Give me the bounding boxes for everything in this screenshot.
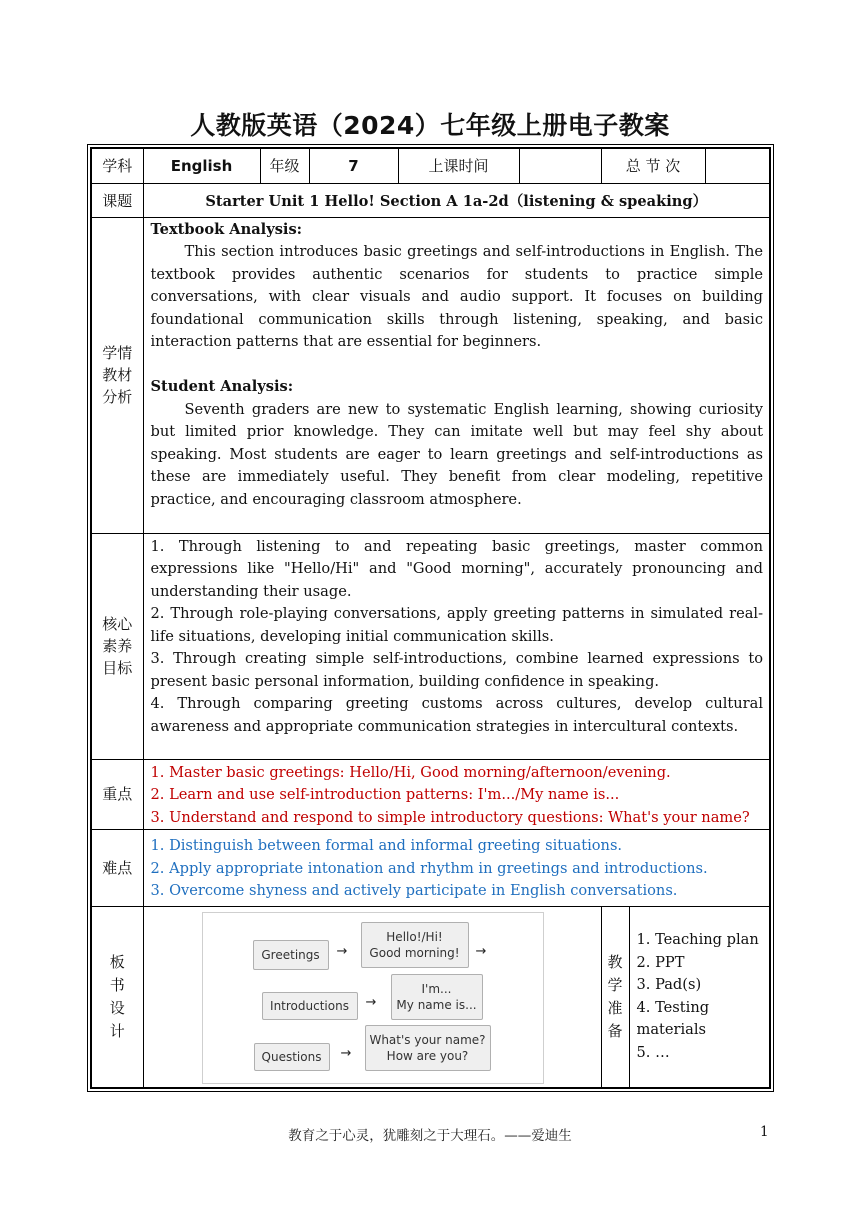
student-analysis-text: Seventh graders are new to systematic English learning, showing curiosity but limited prior knowledge. They can imitate well but may feel shy about speaking. Most students are eager to learn greetings and self-introductions as these are immediately useful. They benefit from clear modeling, repetitive practice, and encouraging classroom atmosphere. <box>150 400 764 508</box>
analysis-label-line: 教材 <box>102 366 133 384</box>
goals-label <box>91 533 143 759</box>
board-design-cell <box>143 907 601 1089</box>
key-points-row <box>91 759 770 830</box>
prep-label-line: 学 <box>607 976 623 994</box>
textbook-analysis-text: This section introduces basic greetings and self-introductions in English. The textbook provides authentic scenarios for students to practice simple conversations, with clear visuals and audio support. It focuses on building foundational communication skills through listening, speaking, and basic interaction patterns that are essential for beginners. <box>150 243 764 350</box>
page-title: 人教版英语（2024）七年级上册电子教案 <box>190 111 670 140</box>
key-point-item: 3. Understand and respond to simple introductory questions: What's your name? <box>150 808 750 826</box>
arrow-icon: → <box>336 944 348 959</box>
arrow-icon: → <box>340 1046 352 1061</box>
textbook-analysis-heading: Textbook Analysis: <box>150 220 303 238</box>
goals-label-line: 素养 <box>102 637 133 655</box>
grade-label: 年级 <box>260 148 309 183</box>
board-label <box>91 907 143 1089</box>
key-point-item: 1. Master basic greetings: Hello/Hi, Good morning/afternoon/evening. <box>150 763 671 781</box>
header-row <box>91 148 770 183</box>
goal-item: 3. Through creating simple self-introductions, combine learned expressions to present basic personal information, building confidence in speaking. <box>150 650 764 690</box>
questions-examples-box <box>365 1025 491 1071</box>
page-number: 1 <box>760 1124 769 1140</box>
difficulties-content <box>143 830 770 907</box>
board-row <box>91 907 770 1089</box>
key-point-item: 2. Learn and use self-introduction patterns: I'm.../My name is... <box>150 786 620 803</box>
key-points-content <box>143 759 770 830</box>
total-sessions-value <box>705 148 770 183</box>
arrow-icon: → <box>475 944 487 959</box>
prep-item: materials <box>636 1021 707 1038</box>
example-line: What's your name? <box>369 1033 486 1047</box>
prep-label-line: 教 <box>607 953 623 971</box>
board-label-line: 书 <box>109 976 125 994</box>
analysis-row <box>91 217 770 533</box>
spacer <box>151 354 764 377</box>
arrow-icon: → <box>365 995 377 1010</box>
prep-item: 3. Pad(s) <box>636 976 702 993</box>
student-analysis-heading: Student Analysis: <box>150 378 294 395</box>
goals-label-line: 目标 <box>102 659 133 677</box>
footer-quote: 教育之于心灵，犹雕刻之于大理石。——爱迪生 <box>288 1128 572 1144</box>
class-time-value <box>519 148 601 183</box>
prep-item: 5. … <box>636 1043 670 1061</box>
example-line: Hello!/Hi! <box>386 930 443 944</box>
goals-row <box>91 533 770 759</box>
goals-content <box>143 533 770 759</box>
board-design-image <box>202 912 544 1084</box>
introductions-examples-box <box>391 974 483 1020</box>
example-line: I'm... <box>421 982 452 996</box>
total-sessions-label: 总 节 次 <box>601 148 705 183</box>
prep-label-line: 备 <box>607 1022 623 1040</box>
goals-label-line: 核心 <box>102 615 133 633</box>
grade-value: 7 <box>309 148 398 183</box>
analysis-label-line: 学情 <box>102 344 133 362</box>
example-line: My name is... <box>396 998 477 1012</box>
class-time-label: 上课时间 <box>398 148 519 183</box>
prep-list <box>629 907 770 1089</box>
prep-item: 4. Testing <box>636 998 710 1016</box>
example-line: How are you? <box>386 1049 469 1063</box>
introductions-box: Introductions <box>262 992 358 1020</box>
prep-label-line: 准 <box>607 999 623 1017</box>
board-label-line: 设 <box>109 999 125 1017</box>
difficulty-item: 1. Distinguish between formal and informal greeting situations. <box>150 837 623 854</box>
prep-item: 2. PPT <box>636 953 685 971</box>
topic-value: Starter Unit 1 Hello! Section A 1a-2d（listening & speaking） <box>143 183 770 217</box>
goal-item: 4. Through comparing greeting customs across cultures, develop cultural awareness and appropriate communication strategies in intercultural contexts. <box>150 695 764 735</box>
greetings-box: Greetings <box>253 940 329 970</box>
analysis-label <box>91 217 143 533</box>
analysis-label-line: 分析 <box>102 388 133 406</box>
questions-box: Questions <box>254 1043 330 1071</box>
topic-row <box>91 183 770 217</box>
difficulties-row <box>91 830 770 907</box>
prep-label <box>601 907 629 1089</box>
analysis-content <box>143 217 770 533</box>
board-label-line: 板 <box>109 953 125 971</box>
example-line: Good morning! <box>369 946 460 960</box>
key-points-label: 重点 <box>91 759 143 830</box>
board-label-line: 计 <box>109 1022 125 1040</box>
difficulties-label: 难点 <box>91 830 143 907</box>
prep-item: 1. Teaching plan <box>636 931 759 948</box>
greetings-examples-box <box>361 922 469 968</box>
difficulty-item: 3. Overcome shyness and actively participate in English conversations. <box>150 882 678 899</box>
goal-item: 1. Through listening to and repeating basic greetings, master common expressions like "Hello/Hi" and "Good morning", accurately pronouncing and understanding their usage. <box>150 537 764 600</box>
topic-label: 课题 <box>91 183 143 217</box>
lesson-plan-table <box>90 147 771 1089</box>
subject-value: English <box>143 148 260 183</box>
subject-label: 学科 <box>91 148 143 183</box>
difficulty-item: 2. Apply appropriate intonation and rhythm in greetings and introductions. <box>150 859 708 877</box>
goal-item: 2. Through role-playing conversations, apply greeting patterns in simulated real-life situations, developing initial communication skills. <box>150 605 764 645</box>
